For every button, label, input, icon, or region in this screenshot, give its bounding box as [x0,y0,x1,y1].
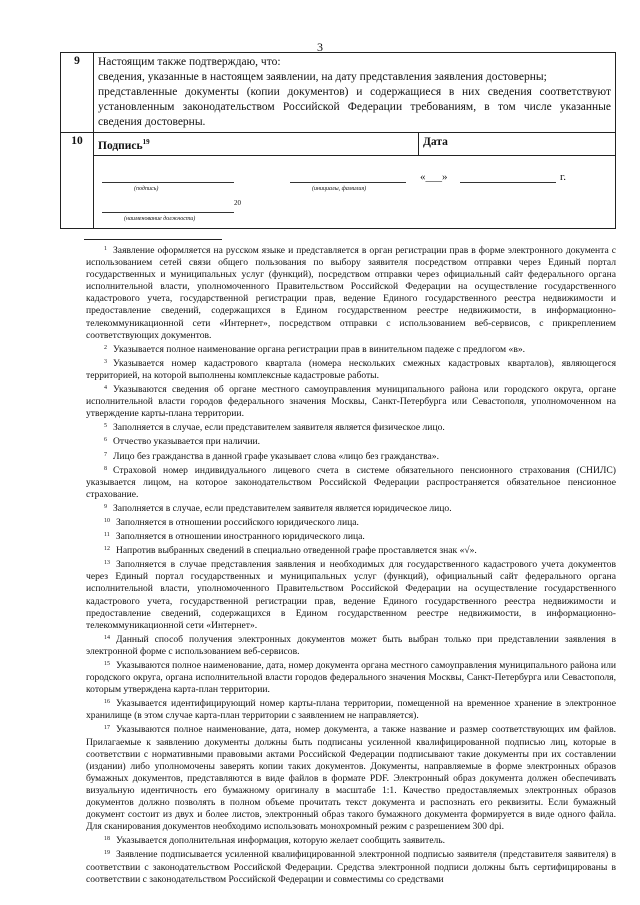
position-caption: (наименование должности) [124,215,196,222]
footnote-number: 14 [104,634,110,641]
confirmation-line-3: представленные документы (копии документов) и содержащиеся в них сведения соответствуют установленным законодательством Российской Федерации требованиям, в том числе указанные сведения достоверны. [98,86,611,128]
date-month-line[interactable] [460,182,556,183]
page-number: 3 [317,40,323,54]
signature-footnote-ref: 19 [142,138,150,146]
footnote-text: Указывается полное наименование органа регистрации прав в винительном падеже с предлогом «в». [113,343,526,355]
footnote-2 [86,342,616,356]
footnote-number: 15 [104,661,110,667]
date-day-field[interactable]: «___» [420,170,448,183]
footnote-15 [86,658,616,696]
row-9 [61,53,616,133]
footnote-text: Указываются полное наименование, дата, номер документа, а также название и размер соответствующих им файлов. Прилагаемые к заявлению документы должны быть подписаны усиленной квалифицированной подписью лиц, которые в соответствии с нормативными правовыми актами Российской Федерации подписывают такие документы при их составлении (издании) либо уполномочены заверять копии таких документов. Документы, направляемые в форме электронных образов бумажных документов, представляются в виде файлов в формате PDF. Электронный образ документа должен обеспечивать визуальную идентичность его бумажному оригиналу в масштабе 1:1. Качество предоставляемых электронных образов документов должно позволять в полном объеме прочитать текст документа и распознать его реквизиты. Если бумажный документ состоит из двух и более листов, электронный образ такого бумажного документа формируется в виде одного файла. Для сканирования документов необходимо использовать монохромный режим с разрешением 300 dpi. [86,724,616,833]
footnote-number: 5 [104,423,107,430]
footnote-number: 13 [104,560,110,567]
footnote-text: Указываются полное наименование, дата, номер документа органа местного самоуправления муниципального района или городского округа, органа исполнительной власти городов федерального значения Москвы, Санкт-Петербурга или Севастополя, которым утверждена карта-план территории. [86,660,616,696]
footnote-8 [86,463,616,501]
footnote-text: Заполняется в случае представления заявления и необходимых для государственного кадастрового учета документов через Единый портал государственных и муниципальных услуг (функций), официальный сайт федерального органа исполнительной власти, уполномоченного Правительством Российской Федерации на осуществление государственного кадастрового учета, государственной регистрации прав, ведение Единого государственного реестра недвижимости и предоставление сведений, содержащихся в Едином государственном реестре недвижимости, в информационно-телекоммуникационной сети «Интернет». [86,559,616,631]
footnote-text: Заполняется в случае, если представителем заявителя является физическое лицо. [113,422,445,434]
footnote-6 [86,434,616,448]
footnote-number: 8 [104,465,107,472]
footnote-17 [86,722,616,833]
confirmation-line-2: сведения, указанные в настоящем заявлении, на дату представления заявления достоверны; [98,71,547,83]
signature-header-label: Подпись [98,139,143,152]
row-10-header [61,133,616,156]
signature-line[interactable] [102,182,234,183]
footnote-number: 10 [104,517,110,524]
footnote-text: Страховой номер индивидуального лицевого счета в системе обязательного пенсионного страхования (СНИЛС) указывается лицом, на которое законодательством Российской Федерации распространяется обязательное пенсионное страхование. [86,464,616,500]
footnote-text: Лицо без гражданства в данной графе указывает слова «лицо без гражданства». [113,450,440,462]
footnote-12 [86,543,616,557]
footnote-5 [86,420,616,434]
row-10-fields [61,155,616,228]
position-line[interactable] [102,212,234,213]
signature-header [94,133,419,156]
footnote-text: Данный способ получения электронных документов может быть выбран только при представлении заявления в электронной форме с использованием веб-сервисов. [86,633,616,657]
footnote-text: Заполняется в отношении российского юридического лица. [116,516,359,528]
footnote-number: 18 [104,836,110,843]
footnote-text: Указывается номер кадастрового квартала (номера нескольких смежных кадастровых кварталов), являющегося территорией, на которой выполнены комплексные кадастровые работы. [86,357,616,381]
footnote-number: 12 [104,546,110,553]
footnote-number: 16 [104,699,110,706]
footnote-4 [86,382,616,420]
footnote-number: 1 [104,246,107,252]
initials-line[interactable] [290,182,406,183]
footnote-text: Заявление оформляется на русском языке и представляется в орган регистрации прав в форме электронного документа с использованием сетей связи общего пользования по выбору заявителя посредством отправки через Единый портал государственных и муниципальных услуг (функций), посредством отправки через официальный сайт федерального органа исполнительной власти, уполномоченного Правительством Российской Федерации на осуществление государственного кадастрового учета, государственной регистрации прав, ведение Единого государственного реестра недвижимости и предоставление сведений, содержащихся в Едином государственном реестре недвижимости, в информационно-телекоммуникационной сети «Интернет», посредством отправки с использованием веб-сервисов, с прикреплением соответствующих документов. [86,245,616,341]
footnote-text: Указывается идентифицирующий номер карты-плана территории, помещенной на временное хранение в электронное хранилище (в этом случае карта-план территории с заявлением не направляется). [86,698,616,722]
footnote-number: 6 [104,437,107,444]
row-9-content [94,53,616,133]
footnote-1 [86,243,616,342]
year-suffix: г. [560,170,567,183]
footnote-text: Напротив выбранных сведений в специально отведенной графе проставляется знак «√». [116,545,477,557]
footnote-16 [86,696,616,722]
footnote-number: 2 [104,344,107,351]
signature-fields [94,155,616,228]
footnote-text: Заполняется в случае, если представителем заявителя является юридическое лицо. [113,502,452,514]
footnote-9 [86,501,616,515]
declaration-table [60,52,616,229]
footnote-13 [86,557,616,632]
confirmation-line-1: Настоящим также подтверждаю, что: [98,56,281,68]
footnote-text: Указываются сведения об органе местного самоуправления муниципального района или городского округа, органе исполнительной власти городов федерального значения Москвы, Санкт-Петербурга или Севастополя, уполномоченном на утверждение карты-плана территории. [86,384,616,420]
footnote-3 [86,356,616,382]
footnote-number: 19 [104,850,110,857]
footnote-separator [84,239,222,240]
row-10-number: 10 [61,133,94,229]
signature-caption: (подпись) [134,185,159,192]
footnote-number: 11 [104,532,110,539]
footnote-14 [86,632,616,658]
footnote-19 [86,847,616,885]
row-9-number: 9 [61,53,94,133]
footnote-18 [86,833,616,847]
footnote-number: 9 [104,503,107,510]
footnote-text: Заполняется в отношении иностранного юридического лица. [115,531,365,543]
footnote-number: 3 [104,358,107,365]
date-header: Дата [419,133,616,156]
footnotes-section [86,243,616,886]
footnote-number: 7 [104,451,107,458]
footnote-number: 4 [104,385,107,392]
footnote-text: Отчество указывается при наличии. [113,436,261,448]
footnote-10 [86,515,616,529]
footnote-7 [86,449,616,463]
footnote-text: Заявление подписывается усиленной квалифицированной электронной подписью заявителя (представителя заявителя) в соответствии с законодательством Российской Федерации. Средства электронной подписи должны быть сертифицированы в соответствии с законодательством Российской Федерации и совместимы со средствами [86,849,616,885]
footnote-11 [86,529,616,543]
year-prefix: 20 [234,198,241,207]
initials-caption: (инициалы, фамилия) [312,185,367,192]
footnote-text: Указывается дополнительная информация, которую желает сообщить заявитель. [116,835,446,847]
footnote-number: 17 [104,725,110,732]
